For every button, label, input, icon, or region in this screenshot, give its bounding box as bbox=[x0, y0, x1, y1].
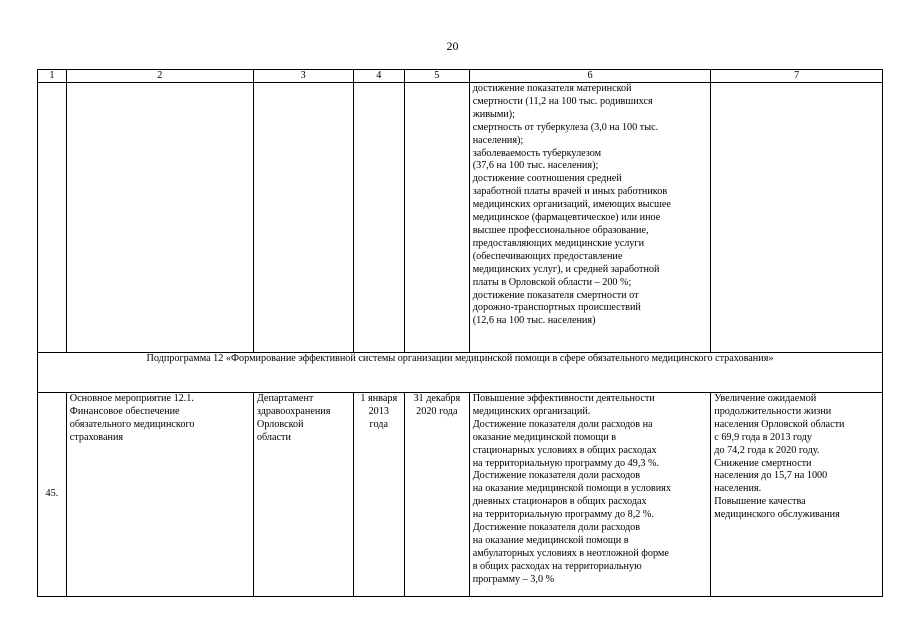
text-line: с 69,9 года в 2013 году bbox=[714, 431, 812, 443]
text-line: стационарных условиях в общих расходах bbox=[472, 444, 657, 456]
end-date-cell bbox=[404, 393, 469, 597]
text-line: Повышение эффективности деятельности bbox=[472, 393, 655, 404]
text-line: (12,6 на 100 тыс. населения) bbox=[472, 315, 596, 327]
text-line: Основное мероприятие 12.1. bbox=[69, 393, 194, 404]
text-line: продолжительности жизни bbox=[714, 405, 832, 417]
text-line: дорожно-транспортных происшествий bbox=[472, 302, 641, 314]
text-line: (обеспечивающих предоставление bbox=[472, 250, 623, 262]
executor-cell bbox=[253, 393, 353, 597]
cell-empty bbox=[66, 83, 253, 353]
table-row-45 bbox=[38, 393, 883, 597]
text-line: платы в Орловской области – 200 %; bbox=[472, 276, 632, 288]
text-line: высшее профессиональное образование, bbox=[472, 224, 649, 236]
text-line: в общих расходах на территориальную bbox=[472, 560, 642, 572]
page-number: 20 bbox=[446, 39, 459, 53]
text-line: 2020 года bbox=[416, 405, 458, 417]
column-number-row bbox=[38, 70, 883, 83]
cell-empty bbox=[404, 83, 469, 353]
text-line: здравоохранения bbox=[256, 405, 331, 417]
cell-empty bbox=[711, 83, 883, 353]
text-line: предоставляющих медицинские услуги bbox=[472, 237, 645, 249]
text-line: медицинское (фармацевтическое) или иное bbox=[472, 212, 661, 224]
text-line: области bbox=[256, 431, 291, 443]
column-number: 7 bbox=[711, 70, 883, 83]
text-line: Достижение показателя доли расходов bbox=[472, 470, 641, 482]
text-line: Департамент bbox=[256, 393, 314, 404]
column-number: 2 bbox=[66, 70, 253, 83]
row-number: 45. bbox=[38, 393, 67, 597]
text-line: до 74,2 года к 2020 году. bbox=[714, 444, 820, 456]
text-line: населения. bbox=[714, 483, 762, 495]
text-line: смертности (11,2 на 100 тыс. родившихся bbox=[472, 95, 653, 107]
text-line: дневных стационаров в общих расходах bbox=[472, 496, 647, 508]
text-line: 2013 bbox=[368, 405, 389, 417]
text-line: достижение показателя смертности от bbox=[472, 289, 639, 301]
text-line: Повышение качества bbox=[714, 496, 806, 508]
text-line: амбулаторных условиях в неотложной форме bbox=[472, 547, 669, 559]
text-line: 1 января bbox=[360, 393, 398, 404]
text-line: Достижение показателя доли расходов bbox=[472, 522, 641, 534]
text-line: 31 декабря bbox=[413, 393, 461, 404]
column-number: 4 bbox=[353, 70, 404, 83]
subprogram-row bbox=[38, 353, 883, 393]
text-line: года bbox=[369, 418, 388, 430]
measure-cell bbox=[66, 393, 253, 597]
column-number: 1 bbox=[38, 70, 67, 83]
continued-row bbox=[38, 83, 883, 353]
text-line: на оказание медицинской помощи в условиях bbox=[472, 483, 671, 495]
column-number: 6 bbox=[469, 70, 711, 83]
text-line: оказание медицинской помощи в bbox=[472, 431, 617, 443]
subprogram-title: Подпрограмма 12 «Формирование эффективной системы организации медицинской помощи в сфере обязательного медицинского страхования» bbox=[38, 353, 883, 393]
text-line: населения до 15,7 на 1000 bbox=[714, 470, 828, 482]
text-line: достижение соотношения средней bbox=[472, 173, 622, 185]
cell-empty bbox=[38, 83, 67, 353]
text-line: медицинского обслуживания bbox=[714, 509, 840, 521]
text-line: на территориальную программу до 8,2 %. bbox=[472, 509, 654, 521]
text-line: Орловской bbox=[256, 418, 304, 430]
text-line: на оказание медицинской помощи в bbox=[472, 534, 629, 546]
text-line: (37,6 на 100 тыс. населения); bbox=[472, 160, 599, 172]
column-number: 5 bbox=[404, 70, 469, 83]
column-number: 3 bbox=[253, 70, 353, 83]
text-line: живыми); bbox=[472, 108, 515, 120]
start-date-cell bbox=[353, 393, 404, 597]
text-line: Финансовое обеспечение bbox=[69, 405, 180, 417]
text-line: обязательного медицинского bbox=[69, 418, 195, 430]
text-line: медицинских организаций, имеющих высшее bbox=[472, 199, 671, 211]
program-table bbox=[37, 69, 883, 597]
text-line: достижение показателя материнской bbox=[472, 83, 632, 94]
indicators-cell bbox=[469, 83, 711, 353]
text-line: населения); bbox=[472, 134, 524, 146]
text-line: медицинских услуг), и средней заработной bbox=[472, 263, 660, 275]
text-line: смертность от туберкулеза (3,0 на 100 тыс. bbox=[472, 121, 659, 133]
cell-empty bbox=[353, 83, 404, 353]
text-line: на территориальную программу до 49,3 %. bbox=[472, 457, 660, 469]
text-line: заработной платы врачей и иных работников bbox=[472, 186, 668, 198]
text-line: Достижение показателя доли расходов на bbox=[472, 418, 653, 430]
text-line: Увеличение ожидаемой bbox=[714, 393, 817, 404]
text-line: заболеваемость туберкулезом bbox=[472, 147, 602, 159]
text-line: программу – 3,0 % bbox=[472, 573, 555, 585]
text-line: медицинских организаций. bbox=[472, 405, 591, 417]
cell-empty bbox=[253, 83, 353, 353]
text-line: страхования bbox=[69, 431, 124, 443]
text-line: Снижение смертности bbox=[714, 457, 812, 469]
indicators-cell bbox=[469, 393, 711, 597]
results-cell bbox=[711, 393, 883, 597]
text-line: населения Орловской области bbox=[714, 418, 845, 430]
